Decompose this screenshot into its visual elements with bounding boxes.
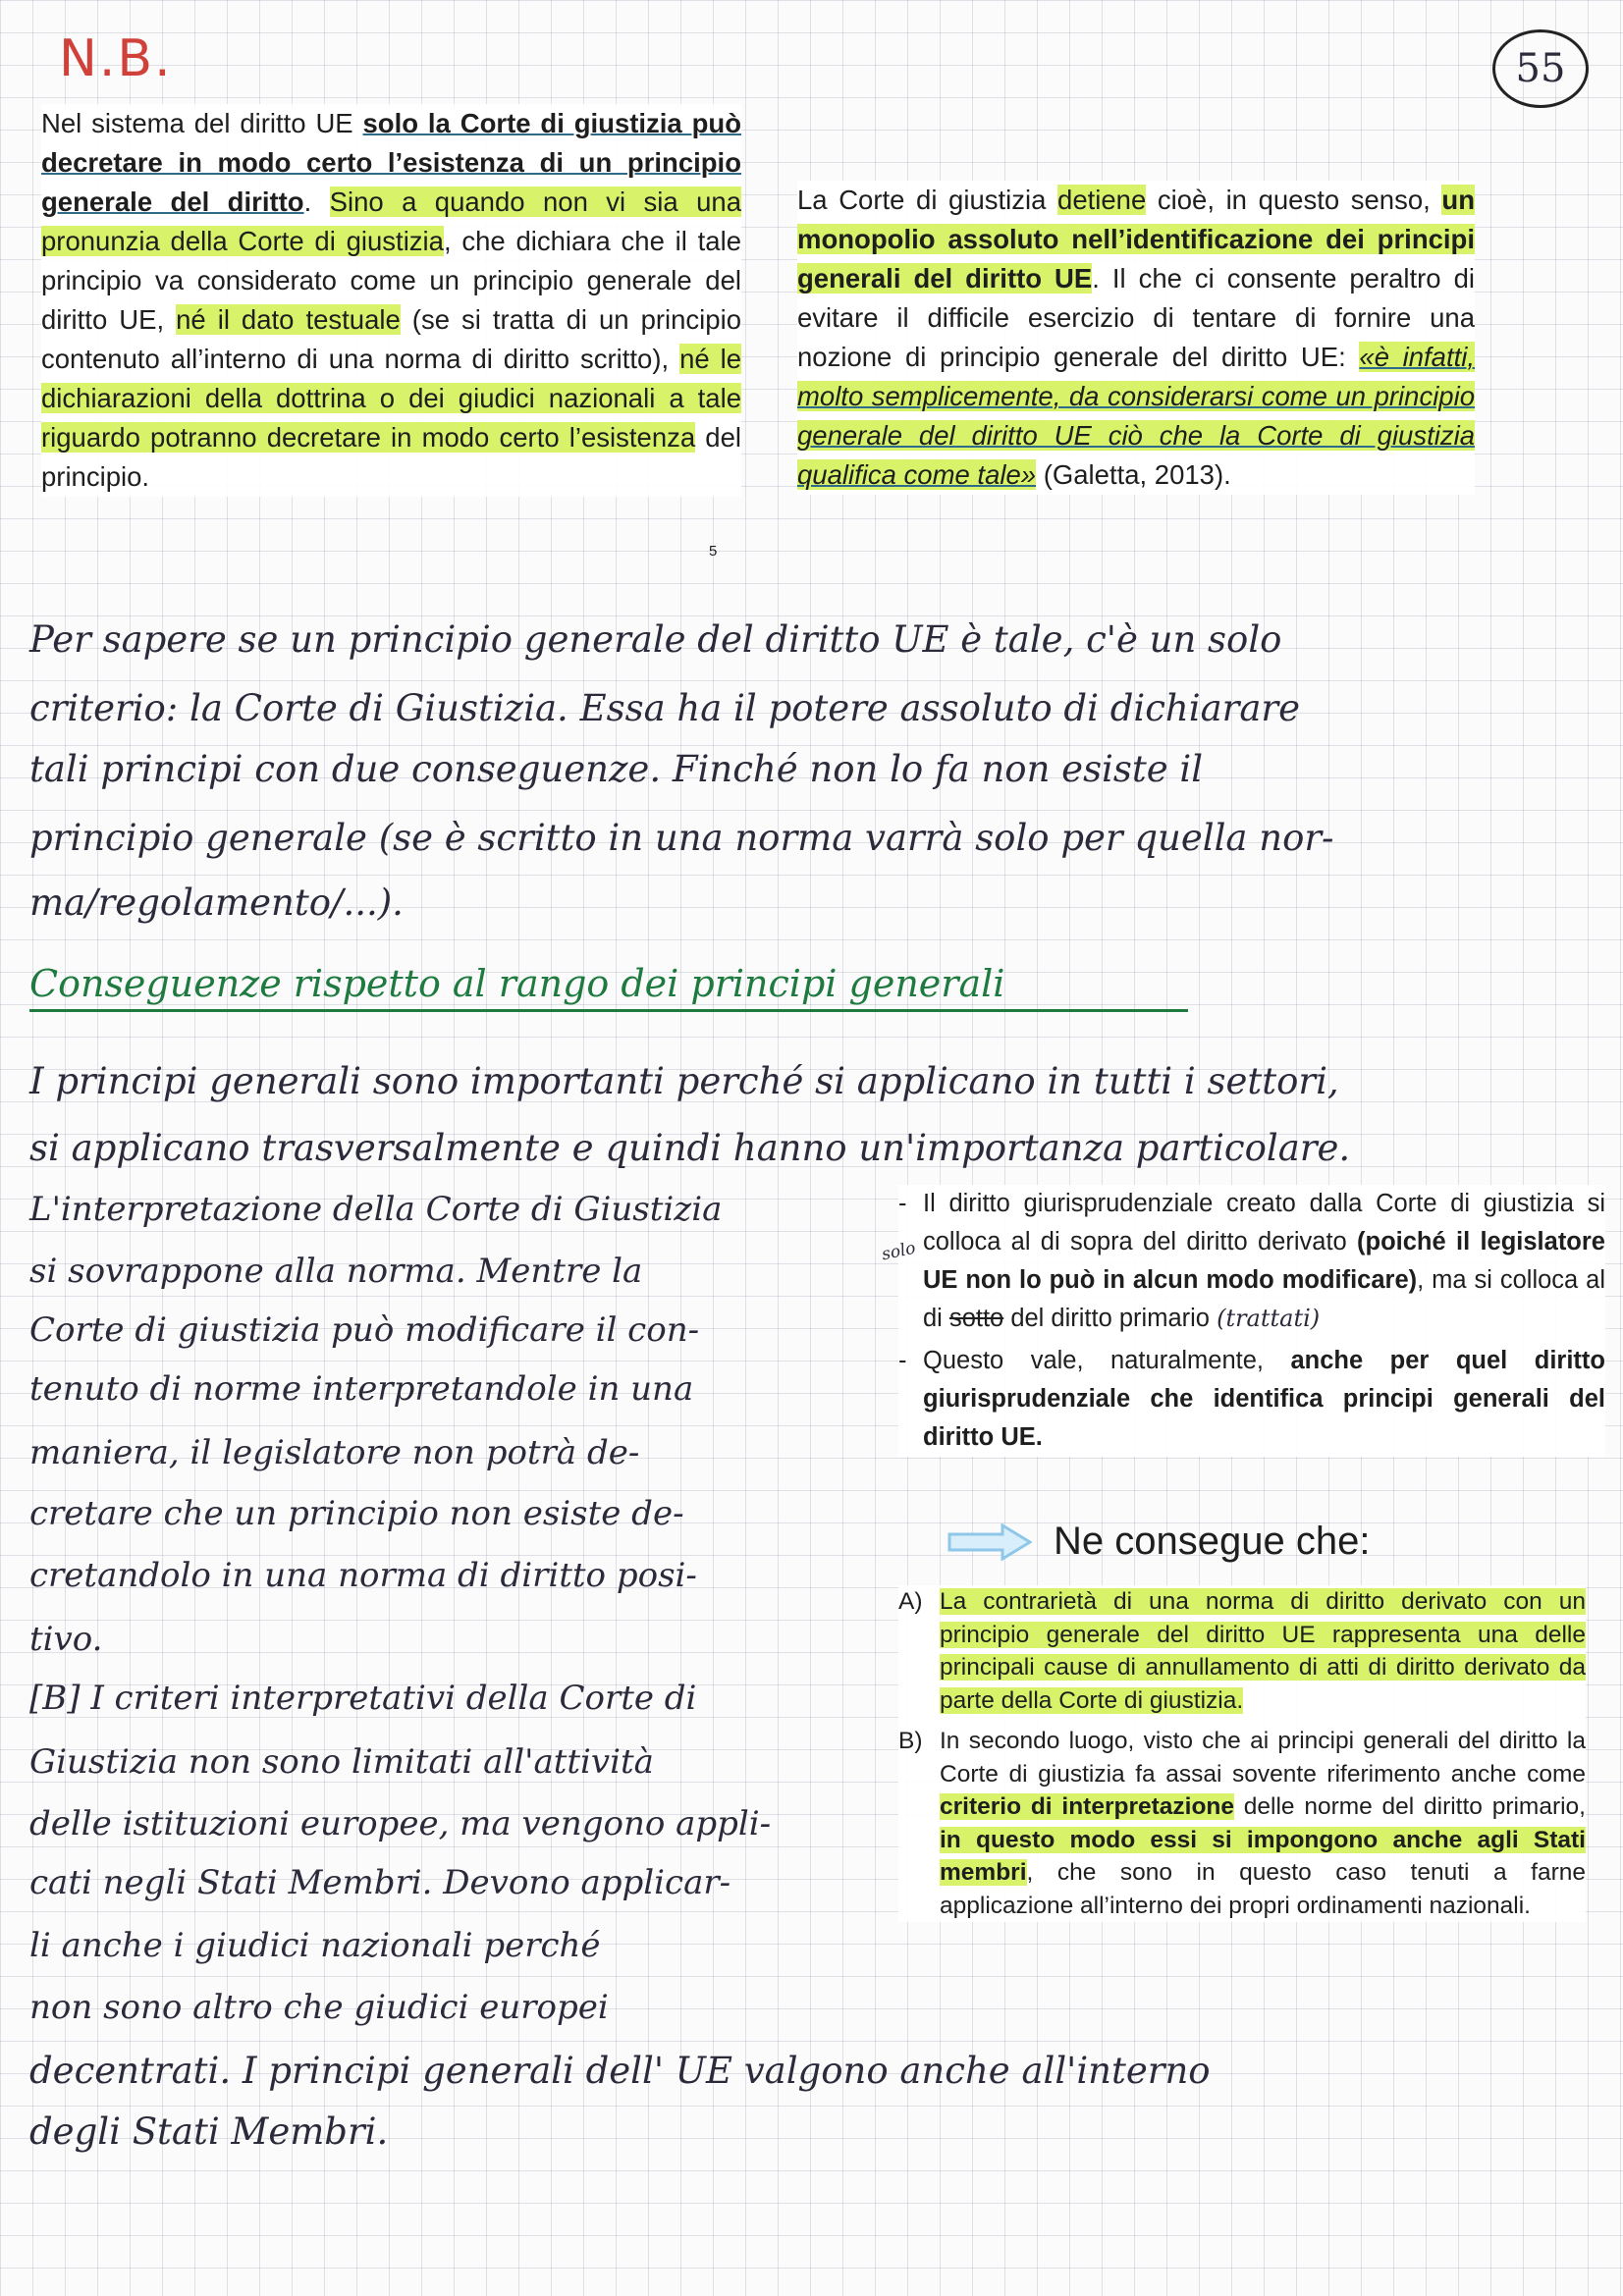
hand-line-16: [B] I criteri interpretativi della Corte di — [29, 1679, 697, 1718]
consegue-b2: criterio di interpretazione — [940, 1793, 1234, 1820]
bullet-1-dash: - — [898, 1190, 907, 1217]
hand-line-1: Per sapere se un principio generale del diritto UE è tale, c'è un solo — [29, 618, 1282, 661]
right-s7: (Galetta, 2013). — [1036, 459, 1231, 490]
right-s6: «è infatti, molto semplicemente, da considerarsi come un principio generale del diritto UE ciò che la Corte di giustizia qualifica come tale» — [797, 342, 1475, 490]
box2-p2a: Questo vale, naturalmente, — [923, 1347, 1291, 1374]
box2-p1c: , ma si colloca al di — [923, 1266, 1605, 1332]
hand-line-21: non sono altro che giudici europei — [29, 1988, 609, 2027]
hand-line-5: ma/regolamento/...). — [29, 881, 404, 924]
consegue-list — [898, 1585, 1586, 1922]
right-s5: . Il che ci consente peraltro di evitare il difficile esercizio di tentare di fornire una nozione di principio generale del diritto UE: — [797, 263, 1475, 372]
hand-line-18: delle istituzioni europee, ma vengono appli- — [29, 1804, 772, 1843]
consegue-a-text: La contrarietà di una norma di diritto derivato con un principio generale del diritto UE rappresenta una delle principali cause di annullamento di atti di diritto derivato da parte della Corte di giustizia. — [940, 1588, 1586, 1714]
hand-line-8: L'interpretazione della Corte di Giustizia — [29, 1190, 723, 1229]
bullet-1 — [898, 1185, 1605, 1338]
right-s1: La Corte di giustizia — [797, 185, 1058, 215]
consegue-item-a — [898, 1585, 1586, 1717]
bullet-2-dash: - — [898, 1347, 907, 1374]
consegue-b5: , che sono in questo caso tenuti a farne applicazione all’interno dei propri ordinamenti nazionali. — [940, 1859, 1586, 1919]
consegue-b4: in questo modo essi si impongono anche agli Stati membri — [940, 1826, 1586, 1886]
right-s3: cioè, in questo senso, — [1146, 185, 1442, 215]
hand-line-15: tivo. — [29, 1620, 103, 1659]
page-number: 55 — [1515, 46, 1566, 91]
right-arrow-icon — [947, 1523, 1032, 1561]
hand-line-19: cati negli Stati Membri. Devono applicar- — [29, 1863, 731, 1902]
left-s1: Nel sistema del diritto UE — [41, 108, 363, 138]
hand-line-22: decentrati. I principi generali dell' UE valgono anche all'interno — [29, 2050, 1211, 2092]
left-s5: , che dichiara che il tale principio va considerato come un principio generale del diritto UE, — [41, 226, 741, 335]
hand-line-23: degli Stati Membri. — [29, 2110, 389, 2153]
hand-line-17: Giustizia non sono limitati all'attività — [29, 1742, 654, 1782]
margin-note-solo: solo — [880, 1238, 918, 1265]
consegue-title: Ne consegue che: — [1054, 1520, 1371, 1563]
hand-line-3: tali principi con due conseguenze. Finché non lo fa non esiste il — [29, 748, 1204, 790]
box2-p1b: (poiché il legislatore UE non lo può in alcun modo modificare) — [923, 1228, 1605, 1294]
box2-p2b: anche per quel diritto giurisprudenziale che identifica principi generali del diritto UE. — [923, 1347, 1605, 1451]
left-s3: . — [303, 187, 330, 217]
hand-line-14: cretandolo in una norma di diritto posi- — [29, 1556, 697, 1595]
consegue-b-label: B) — [898, 1728, 923, 1754]
consegue-heading — [947, 1520, 1370, 1564]
hand-line-10: Corte di giustizia può modificare il con- — [29, 1310, 700, 1350]
left-s8: né le dichiarazioni della dottrina o dei giudici nazionali a tale riguardo potranno decretare in modo certo l’esistenza — [41, 344, 741, 453]
hand-line-4: principio generale (se è scritto in una norma varrà solo per quella nor- — [29, 817, 1334, 859]
left-s7: (se si tratta di un principio contenuto all’interno di una norma di diritto scritto), — [41, 304, 741, 374]
consegue-a-label: A) — [898, 1588, 923, 1615]
section-heading: Conseguenze rispetto al rango dei principi generali — [29, 962, 1188, 1012]
right-s4: un monopolio assoluto nell’identificazione dei principi generali del diritto UE — [797, 185, 1475, 294]
box2-p1a: Il diritto giurisprudenziale creato dalla Corte di giustizia si colloca al di sopra del diritto derivato — [923, 1190, 1605, 1255]
left-s6: né il dato testuale — [176, 304, 401, 335]
nb-label: N.B. — [59, 29, 173, 88]
hand-line-2: criterio: la Corte di Giustizia. Essa ha il potere assoluto di dichiarare — [29, 687, 1300, 729]
page-number-circle — [1492, 29, 1589, 108]
printed-paragraph-left — [41, 104, 741, 497]
hand-line-7: si applicano trasversalmente e quindi hanno un'importanza particolare. — [29, 1127, 1351, 1169]
box2-trattati-note: (trattati) — [1217, 1305, 1321, 1332]
footnote-mark: 5 — [709, 543, 718, 560]
hand-line-6: I principi generali sono importanti perché si applicano in tutti i settori, — [29, 1060, 1339, 1102]
hand-line-12: maniera, il legislatore non potrà de- — [29, 1433, 640, 1472]
left-s4: Sino a quando non vi sia una pronunzia della Corte di giustizia — [41, 187, 741, 256]
printed-paragraph-right — [797, 181, 1475, 495]
consegue-b1: In secondo luogo, visto che ai principi generali del diritto la Corte di giustizia fa assai sovente riferimento anche come — [940, 1728, 1586, 1788]
consegue-b3: delle norme del diritto primario, — [1234, 1793, 1586, 1820]
hand-line-13: cretare che un principio non esiste de- — [29, 1494, 684, 1533]
printed-box-diritto-giurisprudenziale — [898, 1185, 1605, 1457]
left-s9: del principio. — [41, 422, 741, 492]
box2-p1d: del diritto primario — [1003, 1305, 1210, 1332]
box2-p1-strike: sotto — [948, 1305, 1004, 1332]
left-s2: solo la Corte di giustizia può decretare in modo certo l’esistenza di un principio generale del diritto — [41, 108, 741, 217]
consegue-item-b — [898, 1725, 1586, 1922]
hand-line-9: si sovrappone alla norma. Mentre la — [29, 1252, 643, 1291]
hand-line-11: tenuto di norme interpretandole in una — [29, 1369, 694, 1409]
right-s2: detiene — [1057, 185, 1147, 215]
hand-line-20: li anche i giudici nazionali perché — [29, 1926, 601, 1965]
bullet-2 — [898, 1342, 1605, 1457]
